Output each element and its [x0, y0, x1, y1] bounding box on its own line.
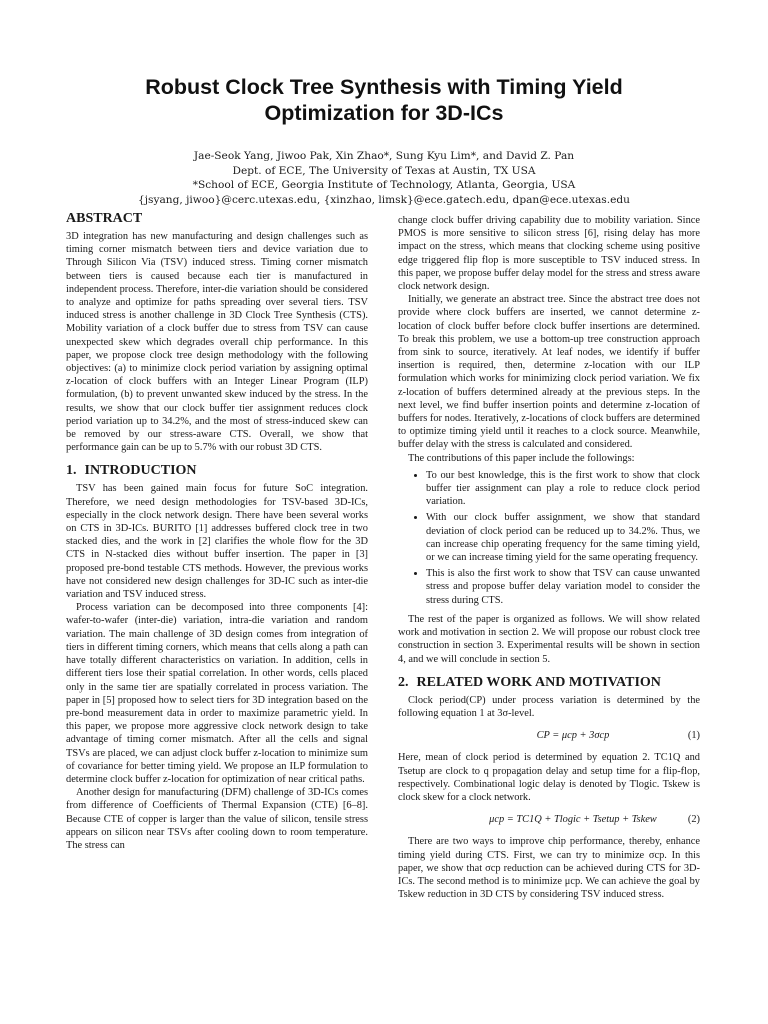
- organization-paragraph: The rest of the paper is organized as follows. We will show related work and motivation in section 2. We will propose our robust clock tree construction in section 3. Experimental results will be shown in section 4, and we will conclude in section 5.: [398, 613, 700, 665]
- equation-1-formula: CP = μcp + 3σcp: [536, 730, 610, 742]
- title-line-1: Robust Clock Tree Synthesis with Timing Yield: [145, 75, 623, 99]
- equation-1-number: (1): [687, 730, 700, 742]
- section2-number: 2.: [398, 674, 409, 690]
- equation-2: [398, 813, 700, 826]
- contributions-list: [398, 469, 700, 607]
- title-line-2: Optimization for 3D-ICs: [264, 101, 504, 125]
- clock-period-paragraph: Clock period(CP) under process variation is determined by the following equation 1 at 3σ-level.: [398, 694, 700, 719]
- intro-number: 1.: [66, 463, 77, 479]
- intro-paragraph-1: TSV has been gained main focus for future SoC integration. Therefore, we need design methodologies for TSV-based 3D-ICs, especially in the clock network design. There have been several works on CTS in 3D-ICs. BURITO [1] addresses buffered clock tree in two stacked dies, and the work in [2] clarifies the whole flow for the 3D CTS in N-stacked dies without buffer insertion. The paper in [3] proposed pre-bond testable CTS methods. However, the previous works have not considered new design challenges for 3D-IC such as inter-die variation and TSV induced stress.: [66, 483, 368, 601]
- author-names: Jae-Seok Yang, Jiwoo Pak, Xin Zhao*, Sung Kyu Lim*, and David Z. Pan: [193, 150, 575, 162]
- abstract-heading: ABSTRACT: [66, 211, 143, 226]
- author-emails: {jsyang, jiwoo}@cerc.utexas.edu, {xinzhao, limsk}@ece.gatech.edu, dpan@ece.utexas.edu: [138, 193, 630, 206]
- intro-paragraph-3: Another design for manufacturing (DFM) challenge of 3D-ICs comes from difference of Coefficients of Thermal Expansion (CTE) [6–8]. Because CTE of copper is larger than the value of silicon, tensile stress appears on silicon near TSVs after cooling down to room temperature. The stress can: [66, 787, 368, 851]
- list-item: • This is also the first work to show that TSV can cause unwanted stress and propose buffer delay variation model to consider the stress during CTS.: [426, 567, 700, 607]
- contributions-paragraph: The contributions of this paper include the followings:: [408, 452, 635, 464]
- intro-title: INTRODUCTION: [84, 463, 197, 479]
- paper-title: [0, 74, 768, 126]
- equation-2-number: (2): [687, 814, 700, 826]
- abstract-text: 3D integration has new manufacturing and design challenges such as timing corner mismatch between tiers and device variation due to Through Silicon Via (TSV) induced stress. Timing corner mismatch between tiers is caused because each tier is manufactured in independent process. Therefore, inter-die variation should be considered to analyze and optimize for paths spreading over several tiers. TSV induced stress is another challenge in 3D Clock Tree Synthesis (CTS). Mobility variation of a clock buffer due to stress from TSV can cause unexpected skew which degrades overall chip performance. In this paper, we propose clock tree design methodology with the following objectives: (a) to minimize clock period variation by assigning optimal z-location of clock buffers with an Integer Linear Program (ILP) formulation, (b) to prevent unwanted skew induced by the stress. In the results, we show that our clock buffer tier assignment reduces clock period variation up to 34.2%, and the most of stress-induced skew can be removed by our stress-aware CTS. Overall, we show that performance gain can be up to 5.7% with our robust 3D CTS.: [66, 231, 368, 454]
- list-item: • With our clock buffer assignment, we show that standard deviation of clock period can be reduced up to 34.2%. Thus, we can increase chip operating frequency for the same timing yield, or we can increase timing yield for the same operating frequency.: [426, 511, 700, 564]
- section2-heading: [398, 674, 700, 691]
- intro-paragraph-2: Process variation can be decomposed into three components [4]: wafer-to-wafer (inter-die) variation, intra-die variation and random variation. The main challenge of 3D design comes from integration of tiers in different timing corners, which means that cells along a path can have totally different characteristics on variation. In addition, cells in different tiers lose their spatial correlation. In other words, cells placed only in the same tier are spatially correlated in process variation. The paper in [5] proposed how to select tiers for 3D integration based on the pre-bond measurement data in order to maximize parametric yield. In this paper, we propose more aggressive clock network design to take advantage of timing corner mismatch. After all the cells and signal TSVs are placed, we can adjust clock buffer z-location to minimize sum of covariance for better timing yield. We propose an ILP formulation to determine clock buffer z-location for optimization of near critical paths.: [66, 602, 368, 785]
- right-column: [398, 214, 700, 901]
- affiliation-ut: Dept. of ECE, The University of Texas at Austin, TX USA: [232, 164, 536, 177]
- left-column: [66, 210, 368, 852]
- equation-2-formula: μcp = TC1Q + Tlogic + Tsetup + Tskew: [489, 814, 657, 826]
- here-paragraph: Here, mean of clock period is determined by equation 2. TC1Q and Tsetup are clock to q propagation delay and setup time for a flip-flop, respectively. Combinational logic delay is denoted by Tlogic. Tskew is clock skew for a clock network.: [398, 752, 700, 803]
- initially-paragraph: Initially, we generate an abstract tree. Since the abstract tree does not provide where clock buffers are inserted, we cannot determine z-location of clock buffer before clock buffer insertions are determined. To break this problem, we use a bottom-up tree construction approach from sink to source, iteratively. At leaf nodes, we identify if buffer insertion is required, then, determine z-location with our ILP formulation which works for minimizing clock period variation. We fix z-location of buffers determined already at the previous steps. In the next level, we find buffer insertion points and determine z-location of buffers for nodes. Iteratively, z-locations of clock buffers are determined to optimize timing yield until it reaches to a clock source. Meanwhile, buffer delay with the stress is calculated and considered.: [398, 294, 700, 451]
- intro-heading: [66, 462, 368, 479]
- continued-paragraph: change clock buffer driving capability due to mobility variation. Since PMOS is more sensitive to silicon stress [6], rising delay has more impact on the stress, which means that clocking scheme using positive edge triggered flip flop is more susceptible to TSV induced stress. In this paper, we propose buffer delay model for the stress and stress aware clock network design.: [398, 215, 700, 293]
- equation-1: [398, 729, 700, 742]
- author-block: [0, 149, 768, 207]
- two-ways-paragraph: There are two ways to improve chip performance, thereby, enhance timing yield during CTS. First, we can try to minimize σcp. In this paper, we show that σcp reduction can be achieved during CTS for 3D-ICs. The second method is to minimize μcp. We can achieve the goal by Tskew reduction in 3D CTS by considering TSV induced stress.: [398, 836, 700, 901]
- affiliation-gatech: *School of ECE, Georgia Institute of Technology, Atlanta, Georgia, USA: [192, 179, 576, 192]
- list-item: • To our best knowledge, this is the first work to show that clock buffer tier assignment can play a role to reduce clock period variation.: [426, 469, 700, 509]
- section2-title: RELATED WORK AND MOTIVATION: [416, 674, 661, 690]
